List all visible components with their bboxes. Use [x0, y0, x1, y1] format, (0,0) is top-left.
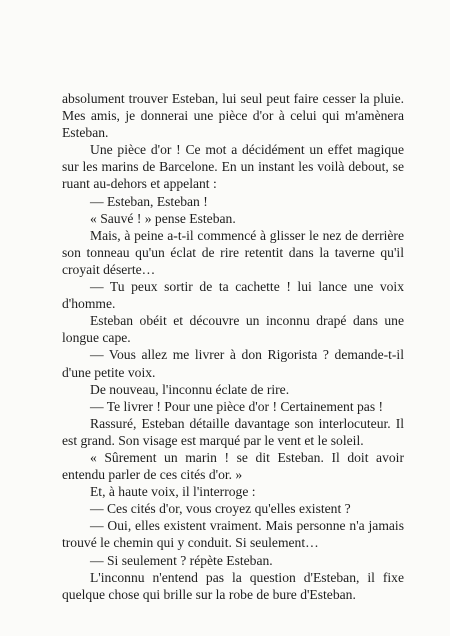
paragraph-10: — Te livrer ! Pour une pièce d'or ! Certainement pas !: [90, 398, 384, 414]
paragraph-15: — Oui, elles existent vraiment. Mais personne n'a jamais trouvé le chemin qui y conduit. Si seulement…: [62, 518, 404, 551]
paragraph-14: — Ces cités d'or, vous croyez qu'elles existent ?: [90, 501, 351, 517]
paragraph-16: — Si seulement ? répète Esteban.: [90, 552, 273, 568]
paragraph-1: absolument trouver Esteban, lui seul peut faire cesser la pluie. Mes amis, je donnerai une pièce d'or à celui qui m'amènera Esteban.: [62, 91, 404, 141]
paragraph-3: — Esteban, Esteban !: [90, 193, 208, 209]
paragraph-6: — Tu peux sortir de ta cachette ! lui lance une voix d'homme.: [62, 279, 404, 312]
paragraph-9: De nouveau, l'inconnu éclate de rire.: [90, 381, 290, 397]
paragraph-12: « Sûrement un marin ! se dit Esteban. Il doit avoir entendu parler de ces cités d'or. »: [62, 449, 404, 483]
paragraph-17: L'inconnu n'entend pas la question d'Esteban, il fixe quelque chose qui brille sur la robe de bure d'Esteban.: [62, 569, 404, 602]
paragraph-2: Une pièce d'or ! Ce mot a décidément un effet magique sur les marins de Barcelone. En un instant les voilà debout, se ruant au-dehors et appelant :: [62, 142, 404, 192]
paragraph-4: « Sauvé ! » pense Esteban.: [90, 210, 236, 226]
paragraph-11: Rassuré, Esteban détaille davantage son interlocuteur. Il est grand. Son visage est marqué par le vent et le soleil.: [62, 415, 404, 448]
paragraph-8: — Vous allez me livrer à don Rigorista ? demande-t-il d'une petite voix.: [62, 347, 404, 380]
paragraph-5: Mais, à peine a-t-il commencé à glisser le nez de derrière son tonneau qu'un éclat de rire retentit dans la taverne qu'il croyait déserte…: [62, 227, 404, 277]
paragraph-7: Esteban obéit et découvre un inconnu drapé dans une longue cape.: [62, 313, 404, 346]
body-text: [62, 90, 404, 603]
paragraph-13: Et, à haute voix, il l'interroge :: [90, 484, 256, 500]
